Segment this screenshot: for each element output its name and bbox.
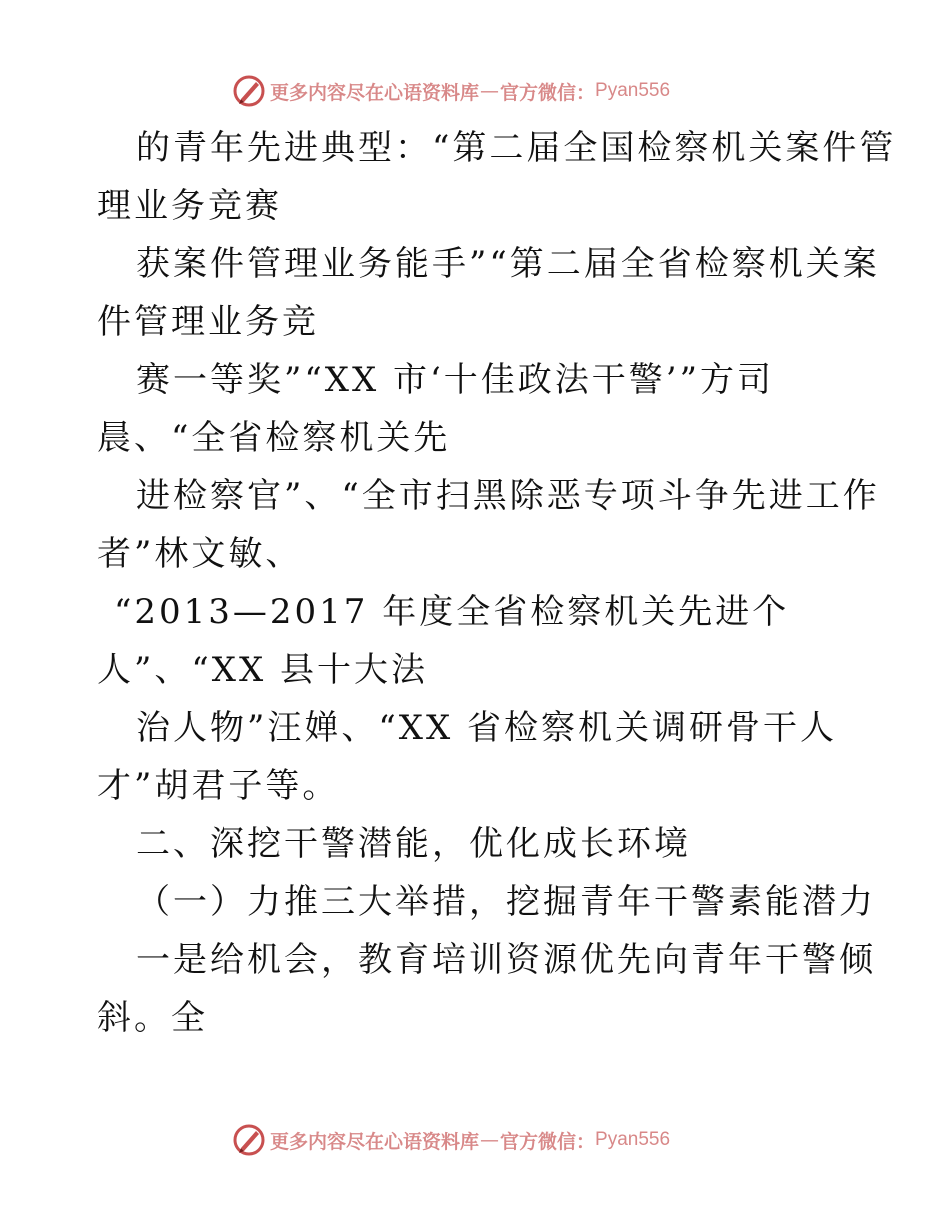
body-line: 者”林文敏、 — [97, 534, 303, 574]
watermark-wechat-id: Pyan556 — [595, 80, 671, 101]
watermark-library-text: 更多内容尽在心语资料库 — [270, 81, 480, 104]
body-line: 获案件管理业务能手”“第二届全省检察机关案 — [136, 244, 880, 284]
watermark-wechat-label: 官方微信： — [500, 1130, 596, 1153]
body-line: 理业务竞赛 — [97, 186, 282, 226]
body-line: 斜。全 — [97, 998, 208, 1038]
subsection-heading: （一）力推三大举措，挖掘青年干警素能潜力 — [136, 882, 876, 922]
body-line: 晨、“全省检察机关先 — [97, 418, 451, 458]
watermark-dash: — — [480, 1129, 500, 1151]
body-line: 件管理业务竞 — [97, 302, 319, 342]
body-line: 一是给机会，教育培训资源优先向青年干警倾 — [136, 940, 876, 980]
watermark-library-text: 更多内容尽在心语资料库 — [270, 1130, 480, 1153]
body-line: 才”胡君子等。 — [97, 766, 340, 806]
pen-logo-icon — [232, 1123, 266, 1157]
watermark-dash: — — [480, 80, 500, 102]
body-line: “2013—2017 年度全省检察机关先进个 — [114, 592, 790, 632]
body-line: 治人物”汪婵、“XX 省检察机关调研骨干人 — [136, 708, 837, 748]
section-heading: 二、深挖干警潜能，优化成长环境 — [136, 824, 691, 864]
footer-watermark — [232, 1123, 670, 1157]
watermark-wechat-id: Pyan556 — [595, 1129, 671, 1150]
body-line: 赛一等奖”“XX 市‘十佳政法干警’”方司 — [136, 360, 774, 400]
body-line: 的青年先进典型：“第二届全国检察机关案件管 — [136, 128, 897, 168]
body-line: 进检察官”、“全市扫黑除恶专项斗争先进工作 — [136, 476, 880, 516]
watermark-wechat-label: 官方微信： — [500, 81, 596, 104]
body-line: 人”、“XX 县十大法 — [97, 650, 428, 690]
